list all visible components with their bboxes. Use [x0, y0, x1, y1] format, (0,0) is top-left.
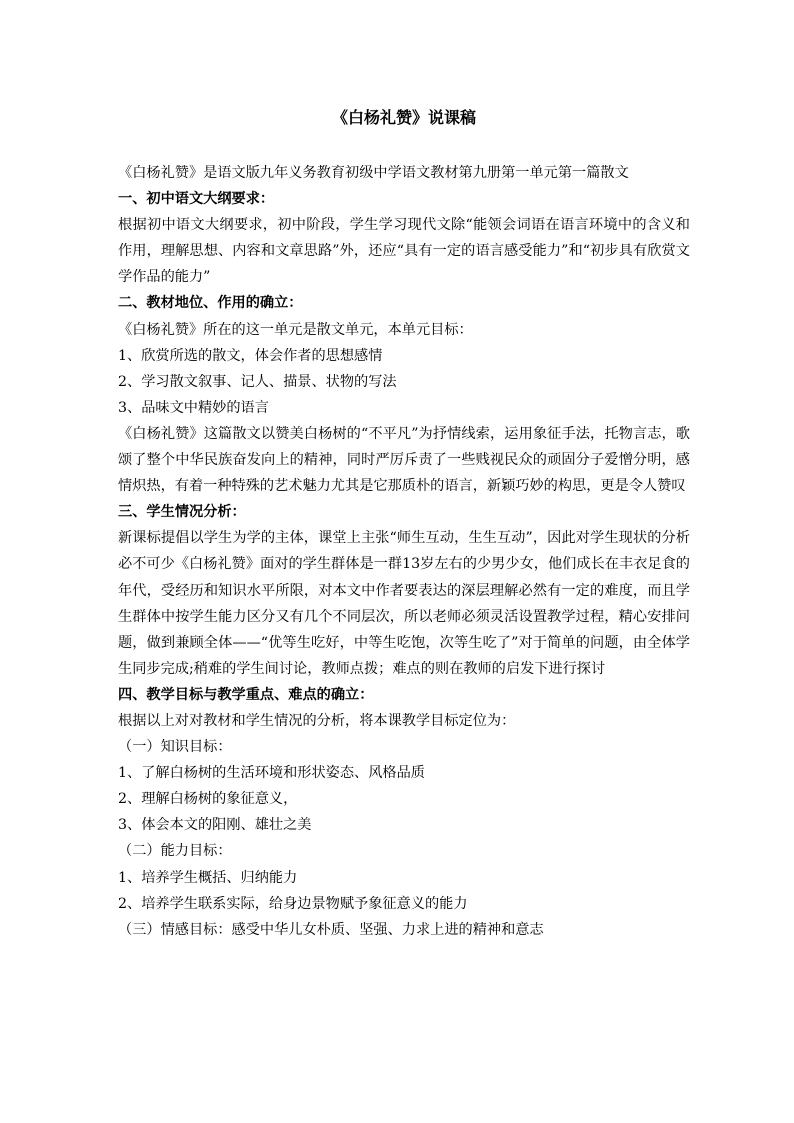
list-item: 2、培养学生联系实际，给身边景物赋予象征意义的能力 [118, 895, 468, 912]
subheading: （二）能力目标： [118, 843, 232, 860]
paragraph: 《白杨礼赞》所在的这一单元是散文单元，本单元目标： [118, 321, 473, 338]
paragraph: 根据初中语文大纲要求，初中阶段，学生学习现代文除“能领会词语在语言环境中的含义和作用，理解思想、内容和文章思路”外，还应“具有一定的语言感受能力”和“初步具有欣赏文学作品的能力” [118, 217, 690, 286]
list-item: 1、了解白杨树的生活环境和形状姿态、风格品质 [118, 765, 425, 782]
section-2 [118, 290, 690, 499]
intro-paragraph: 《白杨礼赞》是语文版九年义务教育初级中学语文教材第九册第一单元第一篇散文 [118, 165, 629, 181]
paragraph: 根据以上对对教材和学生情况的分析，将本课教学目标定位为： [118, 712, 516, 729]
paragraph: 《白杨礼赞》这篇散文以赞美白杨树的“不平凡”为抒情线索，运用象征手法，托物言志，歌颂了整个中华民族奋发向上的精神，同时严厉斥责了一些贱视民众的顽固分子爱憎分明，感情炽热，有着一种特殊的艺术魅力尤其是它那质朴的语言，新颖巧妙的构思，更是令人赞叹 [118, 425, 690, 495]
section-heading: 一、初中语文大纲要求： [118, 191, 275, 208]
section-3 [118, 499, 690, 682]
list-item: 3、体会本文的阳刚、雄壮之美 [118, 817, 312, 834]
section-heading: 三、学生情况分析： [118, 504, 246, 521]
subheading: （一）知识目标： [118, 739, 232, 756]
section-heading: 二、教材地位、作用的确立： [118, 295, 303, 312]
subheading: （三）情感目标：感受中华儿女朴质、坚强、力求上进的精神和意志 [118, 921, 544, 938]
document-body [118, 160, 690, 943]
section-4 [118, 682, 690, 943]
list-item: 1、培养学生概括、归纳能力 [118, 869, 298, 886]
list-item: 3、品味文中精妙的语言 [118, 399, 269, 416]
paragraph: 新课标提倡以学生为学的主体，课堂上主张“师生互动，生生互动”，因此对学生现状的分析必不可少《白杨礼赞》面对的学生群体是一群13岁左右的少男少女，他们成长在丰衣足食的年代，受经历和知识水平所限，对本文中作者要表达的深层理解必然有一定的难度，而且学生群体中按学生能力区分又有几个不同层次，所以老师必须灵活设置教学过程，精心安排问题，做到兼顾全体——“优等生吃好，中等生吃饱，次等生吃了”对于简单的问题，由全体学生同步完成;稍难的学生间讨论，教师点拨；难点的则在教师的启发下进行探讨 [118, 530, 690, 677]
section-1 [118, 186, 690, 290]
list-item: 2、理解白杨树的象征意义， [118, 791, 298, 808]
document-title: 《白杨礼赞》说课稿 [331, 108, 476, 127]
section-heading: 四、教学目标与教学重点、难点的确立： [118, 686, 374, 703]
list-item: 1、欣赏所选的散文，体会作者的思想感情 [118, 347, 383, 364]
list-item: 2、学习散文叙事、记人、描景、状物的写法 [118, 373, 397, 390]
